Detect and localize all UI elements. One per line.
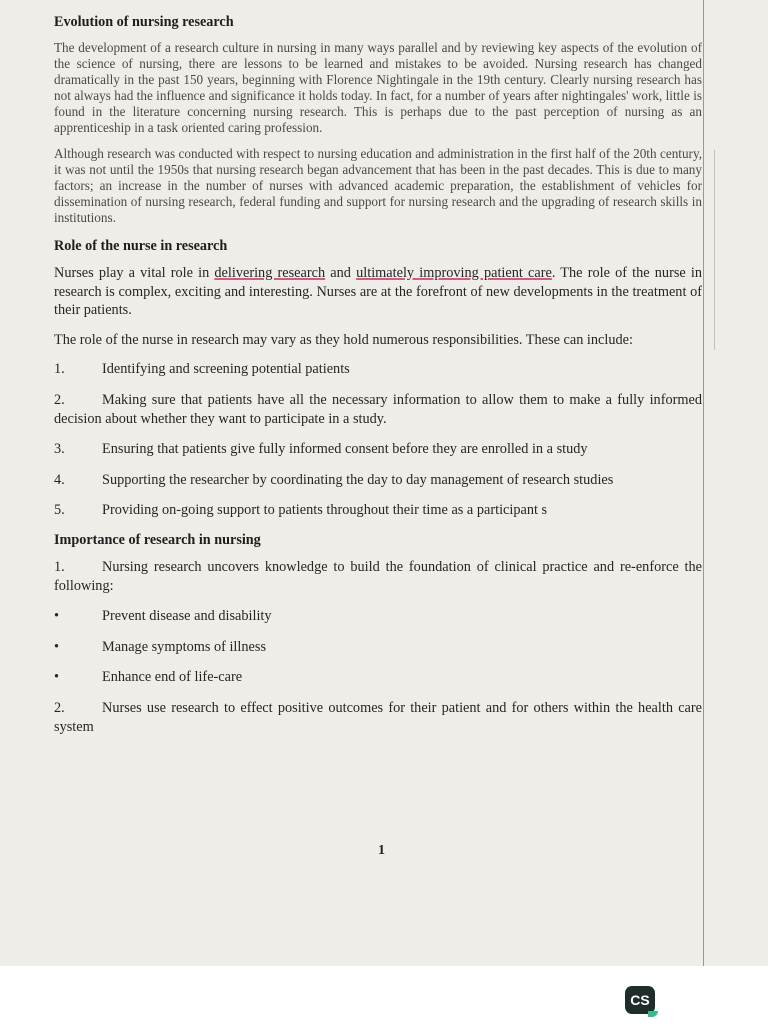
list-text: Ensuring that patients give fully informed consent before they are enrolled in a study xyxy=(102,441,588,458)
list-item xyxy=(54,558,702,595)
page-edge-line xyxy=(703,0,704,966)
text-span: Nurses play a vital role in xyxy=(54,265,215,282)
underlined-text: ultimately improving patient care xyxy=(356,265,552,282)
list-number: 1. xyxy=(54,558,65,575)
list-text: Providing on-going support to patients throughout their time as a participant s xyxy=(102,502,548,519)
list-number: 2. xyxy=(54,392,65,408)
list-text: Nursing research uncovers knowledge to build the foundation of clinical practice and re-enforce the following: xyxy=(54,558,702,594)
bullet-icon: • xyxy=(54,669,60,686)
paragraph xyxy=(54,264,702,320)
camscanner-logo-icon: CS xyxy=(625,986,655,1014)
paragraph: Although research was conducted with respect to nursing education and administration in the first half of the 20th century, it was not until the 1950s that nursing research began advancement that has been in the past decades. This is due to many factors; an increase in the number of nurses with advanced academic preparation, the establishment of vehicles for dissemination of nursing research, federal funding and support for nursing research and the upgrading of research skills in institutions. xyxy=(54,145,702,225)
bullet-item xyxy=(54,638,702,657)
list-text: Identifying and screening potential patients xyxy=(102,361,350,378)
bullet-text: Prevent disease and disability xyxy=(102,608,272,625)
list-number: 4. xyxy=(54,471,65,488)
bullet-item xyxy=(54,607,702,626)
list-text: Supporting the researcher by coordinating the day to day management of research studies xyxy=(102,471,614,488)
list-item xyxy=(54,501,702,520)
underlined-text: delivering research xyxy=(214,265,326,282)
list-item xyxy=(54,471,702,490)
list-item xyxy=(54,440,702,459)
list-text: Nurses use research to effect positive outcomes for their patient and for others within the health care system xyxy=(54,699,702,735)
list-number: 3. xyxy=(54,441,65,458)
bullet-item xyxy=(54,668,702,687)
page-edge-line xyxy=(714,150,715,350)
section-heading: Evolution of nursing research xyxy=(54,14,234,30)
list-number: 1. xyxy=(54,361,65,378)
list-item xyxy=(54,360,702,379)
list-item xyxy=(54,699,702,736)
list-number: 5. xyxy=(54,502,65,519)
bullet-icon: • xyxy=(54,608,60,625)
section-heading: Importance of research in nursing xyxy=(54,531,261,548)
text-span: and xyxy=(325,265,357,282)
section-heading: Role of the nurse in research xyxy=(54,238,228,255)
list-item xyxy=(54,391,702,428)
bullet-text: Enhance end of life-care xyxy=(102,669,243,686)
page-number: 1 xyxy=(378,843,385,858)
bullet-icon: • xyxy=(54,638,60,655)
document-body xyxy=(54,14,702,748)
paragraph: The role of the nurse in research may vary as they hold numerous responsibilities. These can include: xyxy=(54,331,633,348)
paragraph: The development of a research culture in nursing in many ways parallel and by reviewing key aspects of the evolution of the science of nursing, there are lessons to be learned and mistakes to be avoided. Nursing research has changed dramatically in the past 150 years, beginning with Florence Nightingale in the 19th century. Clearly nursing research has not always had the influence and significance it holds today. In fact, for a number of years after nightingales' work, little is found in the literature concerning nursing research. This is perhaps due to the past perception of nursing as an apprenticeship in a task oriented caring profession. xyxy=(54,40,702,136)
bullet-text: Manage symptoms of illness xyxy=(102,638,267,655)
list-number: 2. xyxy=(54,699,65,716)
text-span: . The role of the nurse in research is complex, exciting and interesting. Nurses are at the forefront of new developments in the treatment of their patients. xyxy=(54,265,703,319)
list-text: Making sure that patients have all the necessary information to allow them to make a fully informed decision about whether they want to participate in a study. xyxy=(54,392,702,427)
